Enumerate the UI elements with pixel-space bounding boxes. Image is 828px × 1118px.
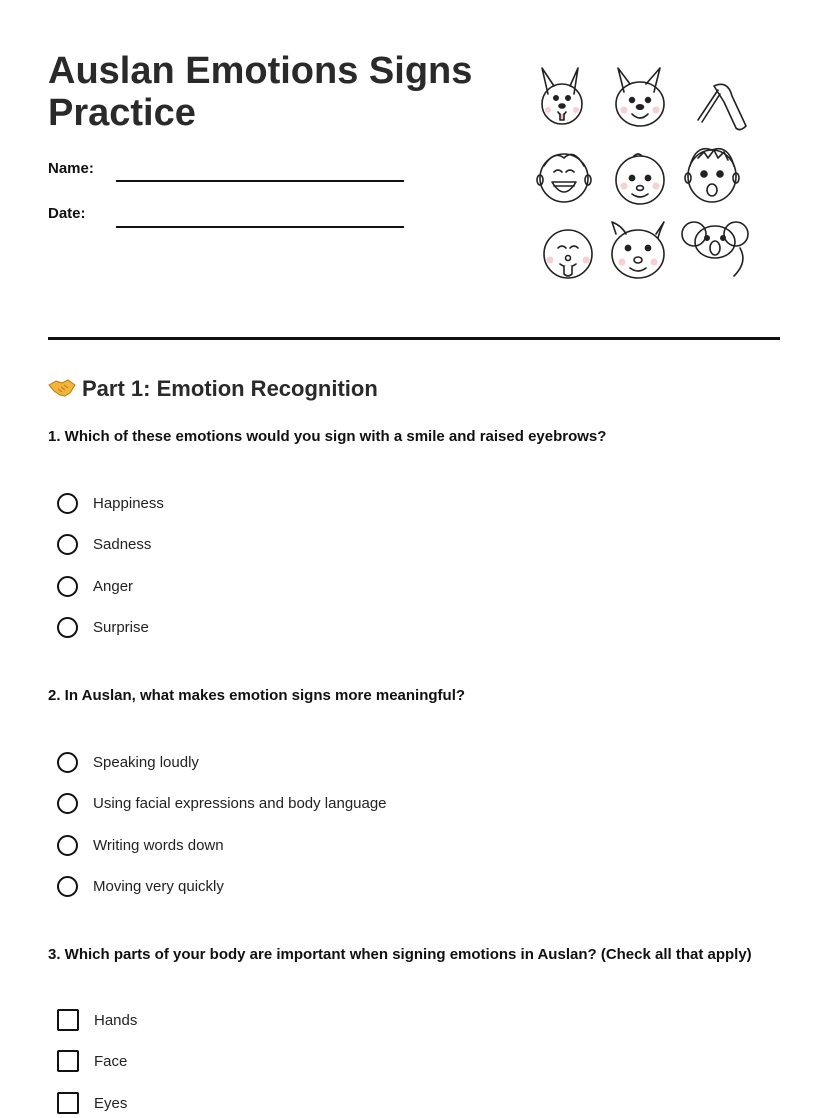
part1-title: Part 1: Emotion Recognition: [82, 376, 378, 401]
q2-option-moving-quickly[interactable]: [57, 873, 224, 899]
question-2: 2. In Auslan, what makes emotion signs more meaningful?: [48, 687, 466, 704]
laughing-boy-face-icon: [537, 154, 591, 202]
part1-heading: [48, 375, 378, 403]
checkbox[interactable]: [57, 1092, 79, 1114]
option-label: Moving very quickly: [93, 877, 224, 895]
radio-button[interactable]: [57, 493, 78, 514]
radio-button[interactable]: [57, 876, 78, 897]
radio-button[interactable]: [57, 752, 78, 773]
rabbit-face-icon: [616, 68, 664, 126]
q1-option-happiness[interactable]: [57, 490, 164, 516]
radio-button[interactable]: [57, 793, 78, 814]
q1-option-sadness[interactable]: [57, 531, 151, 557]
q2-option-speaking-loudly[interactable]: [57, 749, 199, 775]
q2-option-writing-words[interactable]: [57, 832, 224, 858]
q3-option-hands[interactable]: [57, 1007, 137, 1033]
option-label: Surprise: [93, 618, 149, 636]
q3-option-face[interactable]: [57, 1048, 127, 1074]
q1-option-surprise[interactable]: [57, 614, 149, 640]
option-label: Eyes: [94, 1094, 128, 1112]
axe-icon: [698, 84, 746, 129]
q2-option-facial-expressions[interactable]: [57, 790, 387, 816]
q1-option-anger[interactable]: [57, 573, 133, 599]
worksheet-title: Auslan Emotions Signs Practice: [48, 50, 473, 134]
question-1: 1. Which of these emotions would you sign with a smile and raised eyebrows?: [48, 428, 607, 445]
question-3: 3. Which parts of your body are important when signing emotions in Auslan? (Check all that apply): [48, 946, 752, 963]
date-label: Date:: [48, 205, 86, 222]
option-label: Anger: [93, 577, 134, 595]
option-label: Using facial expressions and body language: [93, 794, 387, 812]
q3-option-eyes[interactable]: [57, 1090, 127, 1116]
option-label: Sadness: [93, 535, 152, 553]
name-label: Name:: [48, 160, 94, 177]
section-divider: [48, 337, 780, 340]
surprised-boy-face-icon: [685, 149, 739, 202]
option-label: Happiness: [93, 494, 164, 512]
option-label: Face: [94, 1052, 128, 1070]
tongue-out-face-icon: [544, 230, 592, 278]
checkbox[interactable]: [57, 1050, 79, 1072]
option-label: Speaking loudly: [93, 753, 199, 771]
rabbit-face-icon: [542, 68, 582, 124]
handshake-icon: [48, 377, 76, 399]
smiling-face-icon: [616, 154, 664, 204]
radio-button[interactable]: [57, 534, 78, 555]
name-field[interactable]: [116, 180, 404, 182]
koala-face-icon: [682, 222, 748, 276]
emotion-faces-illustration: [532, 62, 762, 287]
option-label: Hands: [94, 1011, 138, 1029]
checkbox[interactable]: [57, 1009, 79, 1031]
wombat-face-icon: [612, 222, 664, 278]
radio-button[interactable]: [57, 617, 78, 638]
radio-button[interactable]: [57, 835, 78, 856]
option-label: Writing words down: [93, 836, 224, 854]
radio-button[interactable]: [57, 576, 78, 597]
date-field[interactable]: [116, 226, 404, 228]
